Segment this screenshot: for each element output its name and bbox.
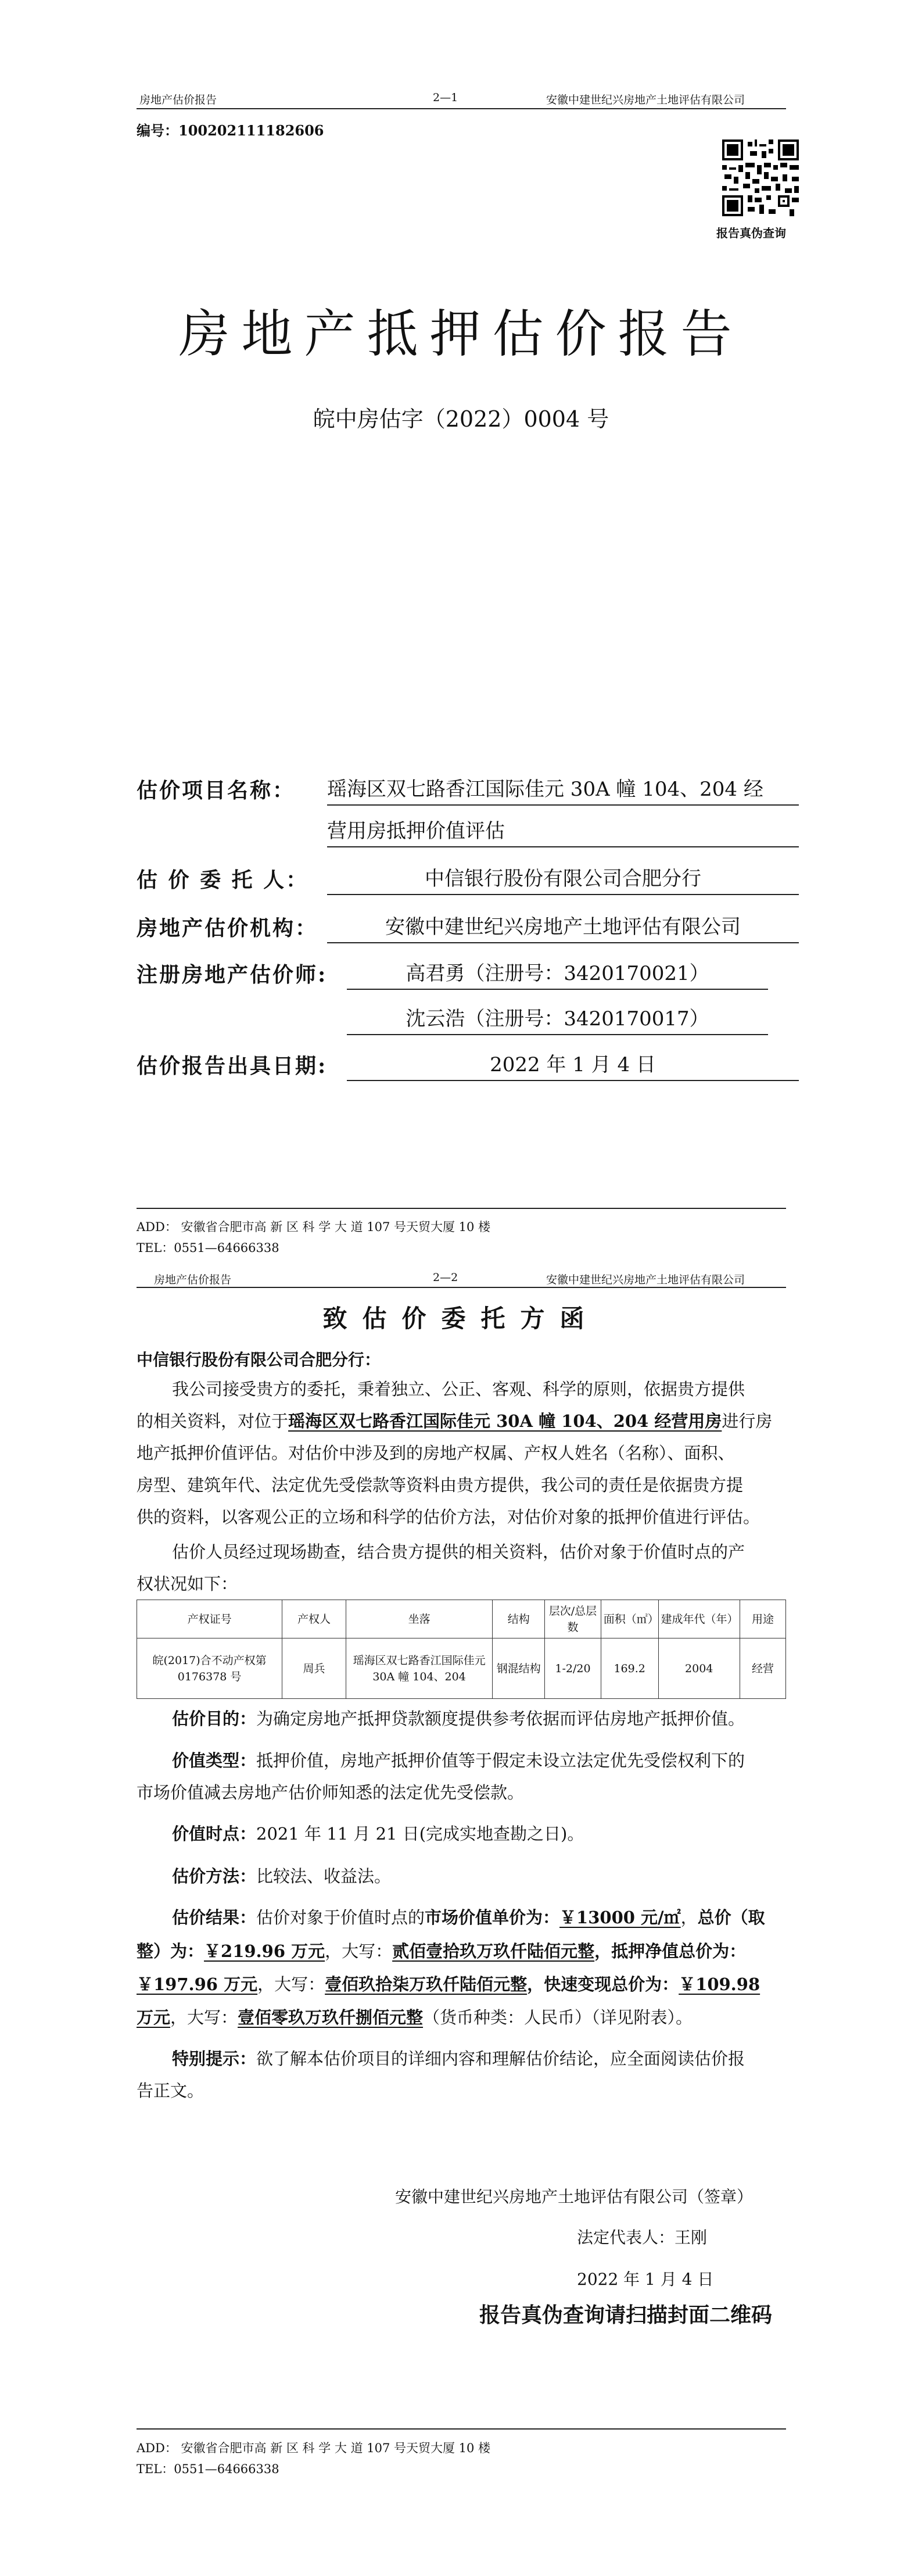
currency-note: （货币种类：人民币）（详见附表）。 (423, 2008, 693, 2027)
property-location: 瑶海区双七路香江国际佳元 30A 幢 104、204 经营用房 (288, 1411, 722, 1431)
net-value-capital: 壹佰玖拾柒万玖仟陆佰元整 (325, 1974, 528, 1994)
qr-code[interactable] (722, 139, 799, 216)
verify-note: 报告真伪查询请扫描封面二维码 (479, 2303, 773, 2327)
value-type-line1 (172, 1745, 745, 1777)
para2-line1: 估价人员经过现场勘查，结合贵方提供的相关资料，估价对象于价值时点的产 (172, 1542, 745, 1562)
property-table (137, 1600, 786, 1699)
method-text: 比较法、收益法。 (256, 1866, 392, 1886)
para2-line2: 权状况如下： (137, 1574, 238, 1594)
total-price-capital: 贰佰壹拾玖万玖仟陆佰元整 (392, 1941, 595, 1961)
header-right: 安徽中建世纪兴房地产土地评估有限公司 (546, 1273, 745, 1286)
th-usage: 用途 (740, 1600, 785, 1638)
result-line4 (137, 2002, 693, 2034)
result-line1 (172, 1902, 765, 1934)
para1-line5: 供的资料，以客观公正的立场和科学的估价方法，对估价对象的抵押价值进行评估。 (137, 1507, 760, 1527)
result-text: 估价对象于价值时点的 (256, 1908, 425, 1927)
result-line2 (137, 1935, 746, 1967)
client-value: 中信银行股份有限公司合肥分行 (327, 864, 799, 895)
th-cert: 产权证号 (137, 1600, 282, 1638)
header-rule (137, 1287, 786, 1288)
total-price-value: ￥219.96 万元 (204, 1941, 325, 1961)
footer-rule (137, 1208, 786, 1209)
purpose-line (172, 1703, 745, 1735)
para1-line4: 房型、建筑年代、法定优先受偿款等资料由贵方提供，我公司的责任是依据贵方提 (137, 1475, 744, 1495)
quick-sale-value: ￥109.98 (679, 1974, 760, 1994)
comma: ， (680, 1908, 698, 1927)
value-type-text: 抵押价值，房地产抵押价值等于假定未设立法定优先受偿权利下的 (256, 1751, 745, 1770)
result-label: 估价结果： (172, 1908, 257, 1927)
cell-owner: 周兵 (282, 1638, 346, 1699)
header-left: 房地产估价报告 (139, 94, 217, 106)
para1-line1: 我公司接受贵方的委托，秉着独立、公正、客观、科学的原则，依据贵方提供 (172, 1379, 745, 1399)
value-time-line (172, 1818, 584, 1850)
quick-sale-unit: 万元 (137, 2008, 171, 2027)
footer-address: ADD： 安徽省合肥市高 新 区 科 学 大 道 107 号天贸大厦 10 楼 (137, 1220, 491, 1234)
header-rule (137, 108, 786, 109)
appraiser-1: 高君勇（注册号：3420170021） (347, 958, 768, 990)
para1-line2-post: 进行房 (722, 1411, 773, 1431)
para1-line2 (137, 1405, 772, 1437)
footer-tel: TEL：0551—64666338 (137, 2462, 279, 2476)
sign-date: 2022 年 1 月 4 日 (577, 2270, 714, 2289)
th-area: 面积（㎡） (601, 1600, 658, 1638)
value-type-line2: 市场价值减去房地产估价师知悉的法定优先受偿款。 (137, 1783, 525, 1802)
serial-number: 编号：100202111182606 (137, 122, 324, 139)
header-left: 房地产估价报告 (154, 1273, 232, 1286)
project-value-line2: 营用房抵押价值评估 (327, 816, 799, 847)
qr-caption: 报告真伪查询 (716, 226, 786, 240)
result-line3 (137, 1969, 760, 2001)
capital-label: ，大写： (170, 2008, 238, 2027)
net-value-label: ，抵押净值总价为： (594, 1941, 747, 1961)
footer-rule (137, 2428, 786, 2430)
agency-label: 房地产估价机构： (137, 916, 318, 940)
tip-text: 欲了解本估价项目的详细内容和理解估价结论，应全面阅读估价报 (256, 2049, 745, 2069)
unit-price-label: 市场价值单价为： (425, 1908, 560, 1927)
cell-structure: 钢混结构 (493, 1638, 545, 1699)
cell-area: 169.2 (601, 1638, 658, 1699)
letter-title: 致估价委托方函 (322, 1304, 600, 1333)
tip-label: 特别提示： (172, 2049, 257, 2069)
unit-price-value: ￥13000 元/㎡ (559, 1908, 681, 1927)
appraiser-label: 注册房地产估价师: (137, 963, 328, 987)
para1-line2-pre: 的相关资料，对位于 (137, 1411, 289, 1431)
report-number: 皖中房估字（2022）0004 号 (313, 406, 609, 432)
project-value-line1: 瑶海区双七路香江国际佳元 30A 幢 104、204 经 (327, 774, 799, 806)
quick-sale-label: ，快速变现总价为： (527, 1974, 679, 1994)
table-header-row (137, 1600, 786, 1638)
th-owner: 产权人 (282, 1600, 346, 1638)
total-price-label-cont: 整）为： (137, 1941, 205, 1961)
purpose-label: 估价目的： (172, 1709, 257, 1729)
footer-address: ADD： 安徽省合肥市高 新 区 科 学 大 道 107 号天贸大厦 10 楼 (137, 2441, 491, 2455)
value-time-text: 2021 年 11 月 21 日(完成实地查勘之日)。 (256, 1824, 584, 1844)
footer-tel: TEL：0551—64666338 (137, 1241, 279, 1255)
quick-sale-capital: 壹佰零玖万玖仟捌佰元整 (238, 2008, 424, 2027)
value-type-label: 价值类型： (172, 1751, 257, 1770)
table-row (137, 1638, 786, 1699)
capital-label: ，大写： (325, 1941, 393, 1961)
header-right: 安徽中建世纪兴房地产土地评估有限公司 (546, 94, 745, 106)
para1-line3: 地产抵押价值评估。对估价中涉及到的房地产权属、产权人姓名（名称）、面积、 (137, 1443, 735, 1463)
header-page-no: 2—2 (433, 1271, 458, 1284)
cell-cert: 皖(2017)合不动产权第 0176378 号 (137, 1638, 282, 1699)
tip-line2: 告正文。 (137, 2081, 205, 2101)
qr-code-icon (722, 139, 799, 216)
sign-company: 安徽中建世纪兴房地产土地评估有限公司（签章） (395, 2187, 754, 2206)
sign-representative: 法定代表人：王刚 (577, 2228, 708, 2247)
method-line (172, 1861, 391, 1892)
th-location: 坐落 (346, 1600, 492, 1638)
th-floor: 层次/总层数 (545, 1600, 601, 1638)
net-value: ￥197.96 万元 (137, 1974, 258, 1994)
th-built-year: 建成年代（年） (658, 1600, 740, 1638)
agency-value: 安徽中建世纪兴房地产土地评估有限公司 (327, 912, 799, 943)
value-time-label: 价值时点： (172, 1824, 257, 1844)
th-structure: 结构 (493, 1600, 545, 1638)
cell-built-year: 2004 (658, 1638, 740, 1699)
capital-label: ，大写： (257, 1974, 325, 1994)
header-page-no: 2—1 (433, 91, 458, 104)
salutation: 中信银行股份有限公司合肥分行： (137, 1350, 381, 1369)
cell-floor: 1-2/20 (545, 1638, 601, 1699)
tip-line1 (172, 2043, 745, 2075)
report-title: 房地产抵押估价报告 (178, 304, 744, 364)
cell-usage: 经营 (740, 1638, 785, 1699)
date-label: 估价报告出具日期: (137, 1054, 328, 1078)
date-value: 2022 年 1 月 4 日 (347, 1050, 799, 1081)
purpose-text: 为确定房地产抵押贷款额度提供参考依据而评估房地产抵押价值。 (256, 1709, 745, 1729)
cell-location: 瑶海区双七路香江国际佳元 30A 幢 104、204 (346, 1638, 492, 1699)
method-label: 估价方法： (172, 1866, 257, 1886)
appraiser-2: 沈云浩（注册号：3420170017） (347, 1004, 768, 1035)
client-label: 估 价 委 托 人： (137, 868, 309, 892)
total-price-label: 总价（取 (697, 1908, 765, 1927)
project-label: 估价项目名称： (137, 778, 296, 803)
